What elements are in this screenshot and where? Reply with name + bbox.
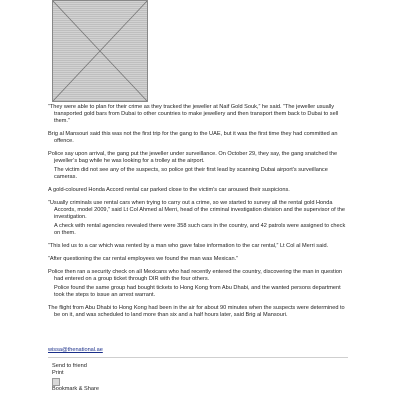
send-to-friend-link[interactable]: Send to friend <box>52 363 87 369</box>
article-paragraph: Police found the same group had bought tickets to Hong Kong from Abu Dhabi, and the wanted persons department took the steps to issue an arrest warrant. <box>54 285 341 298</box>
article-paragraph: Brig al Mansouri said this was not the first trip for the gang to the UAE, but it was the first time they had committed an offence. <box>48 131 338 144</box>
article-paragraph: Police then ran a security check on all Mexicans who had recently entered the country, discovering the man in question had entered on a group ticket through DIR with the four others. <box>48 269 343 282</box>
article-tools <box>52 363 172 393</box>
bookmark-icon[interactable] <box>52 378 60 386</box>
article-paragraph: “This led us to a car which was rented by a man who gave false information to the car rental,” Lt Col al Merri said. <box>48 243 329 249</box>
print-link[interactable]: Print <box>52 370 64 376</box>
article-paragraph: “After questioning the car rental employees we found the man was Mexican.” <box>48 256 238 262</box>
article-paragraph: The victim did not see any of the suspects, so police got their first lead by scanning Dubai airport’s surveillance cameras. <box>54 167 328 180</box>
article-paragraph: The flight from Abu Dhabi to Hong Kong had been in the air for about 90 minutes when the suspects were determined to be on it, and was scheduled to land more than six and a half hours later, said Brig al Mansouri. <box>48 305 345 318</box>
article-paragraph: A gold-coloured Honda Accord rental car parked close to the victim’s car aroused their suspicions. <box>48 187 290 193</box>
article-body <box>48 104 348 325</box>
author-email-link[interactable]: wissa@thenational.ae <box>48 347 103 353</box>
divider <box>48 357 348 358</box>
bookmark-share-link[interactable]: Bookmark & Share <box>52 386 99 392</box>
article-paragraph: Police say upon arrival, the gang put the jeweller under surveillance. On October 29, they say, the gang snatched the jeweller’s bag while he was looking for a trolley at the airport. <box>48 151 338 164</box>
article-paragraph: “They were able to plan for their crime as they tracked the jeweller at Naif Gold Souk,” he said. “The jeweller usually transported gold bars from Dubai to other countries to make jewellery and then transport them back to Dubai to sell them.” <box>48 104 339 124</box>
article-photo-placeholder <box>52 0 148 102</box>
article-paragraph: “Usually criminals use rental cars when trying to carry out a crime, so we started to survey all the rental gold Honda Accords, model 2009,” said Lt Col Ahmed al Merri, head of the criminal investigation division and the supervisor of the investigation. <box>48 200 346 220</box>
image-placeholder-icon <box>53 1 147 101</box>
article-paragraph: A check with rental agencies revealed there were 358 such cars in the country, and 42 patrols were assigned to check on them. <box>54 223 346 236</box>
